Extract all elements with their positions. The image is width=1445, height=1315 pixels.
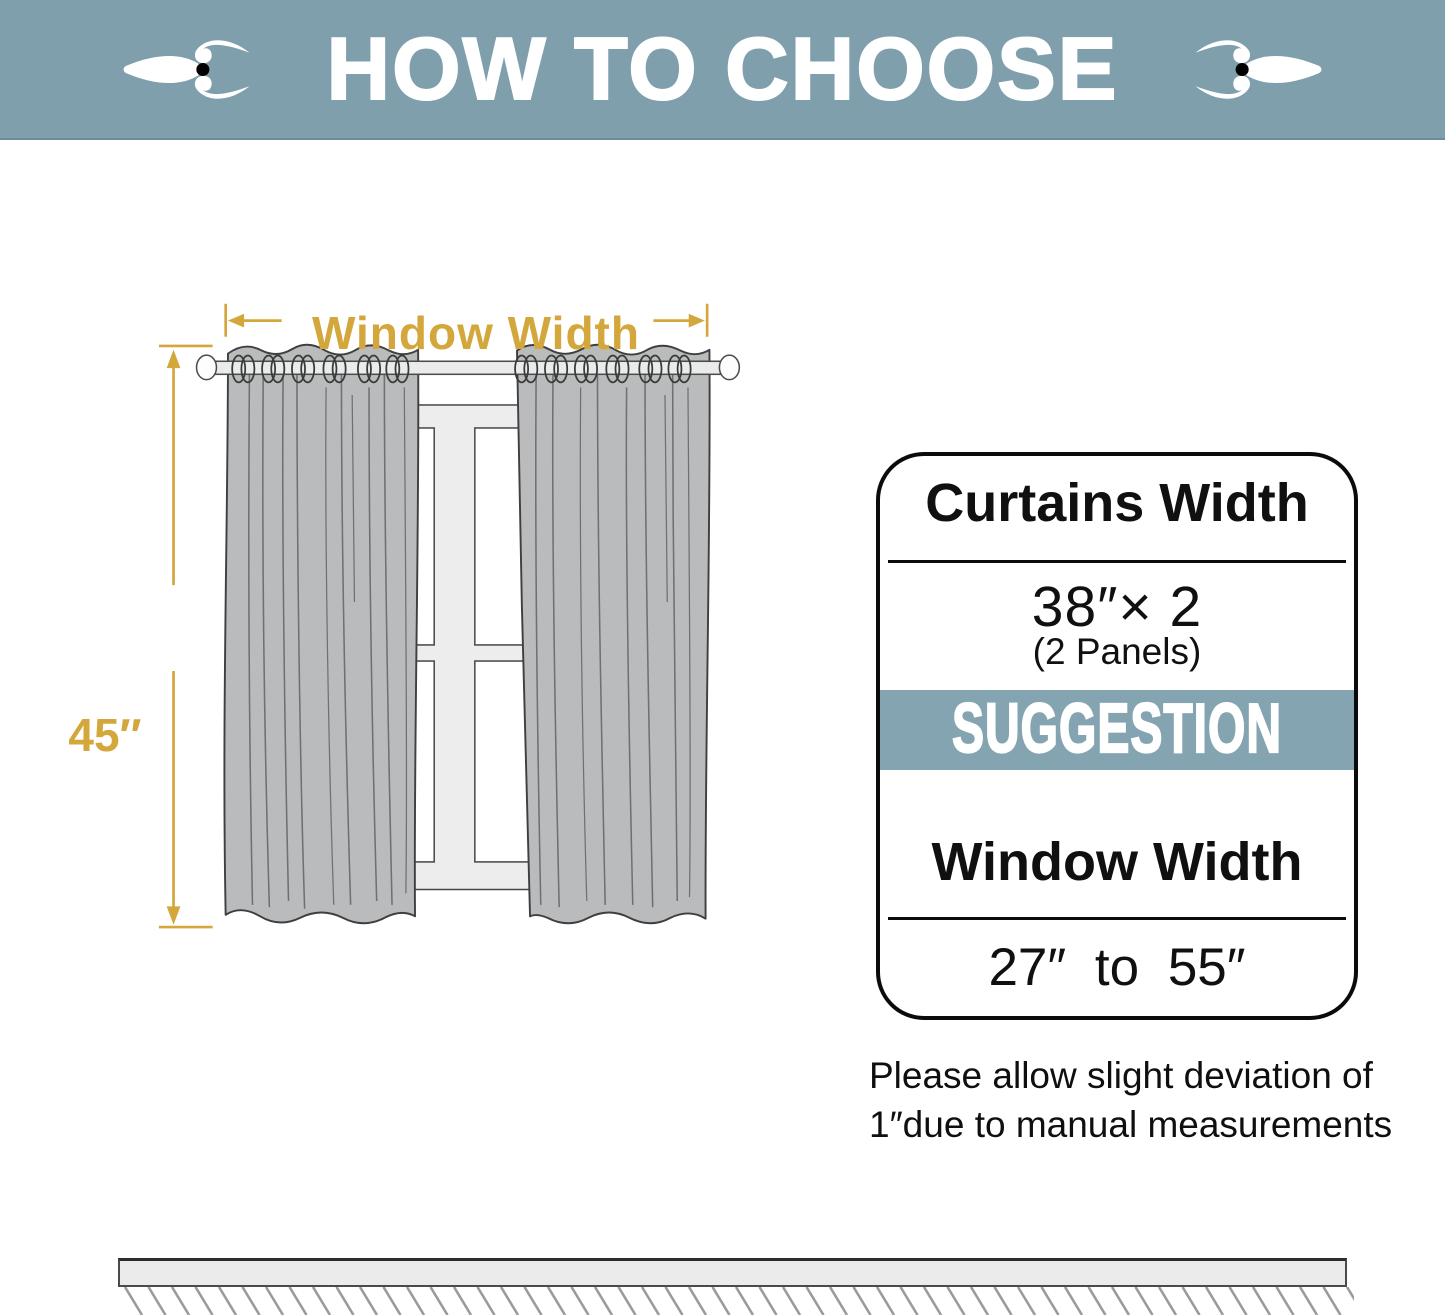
divider <box>888 917 1346 920</box>
window-width-dimension-label: Window Width <box>312 307 640 359</box>
page-title: HOW TO CHOOSE <box>326 19 1119 118</box>
floor-bar <box>118 1258 1347 1287</box>
rod-finial-right <box>719 355 739 380</box>
note-line-2: 1″due to manual measurements <box>869 1104 1393 1145</box>
fleur-de-lis-icon <box>117 22 257 117</box>
size-suggestion-box <box>876 452 1358 1020</box>
fleur-de-lis-icon <box>1188 22 1328 117</box>
divider <box>888 560 1346 563</box>
note-line-1: Please allow slight deviation of <box>869 1055 1373 1096</box>
suggestion-band <box>880 690 1354 770</box>
curtains-width-title: Curtains Width <box>925 473 1309 533</box>
curtain-panel-right <box>517 345 710 923</box>
curtain-panel-left <box>224 345 418 923</box>
curtain-length-dimension-label: 45″ <box>68 709 142 761</box>
header-banner <box>0 0 1445 140</box>
curtains-width-value: 38″× 2 <box>1031 575 1203 639</box>
suggestion-label: SUGGESTION <box>951 690 1283 768</box>
window-width-title: Window Width <box>931 832 1303 892</box>
measurement-deviation-note <box>869 1051 1409 1149</box>
window-width-value: 27″ to 55″ <box>988 938 1246 997</box>
rod-finial-left <box>197 355 217 380</box>
floor-hatch-lines <box>122 1287 1354 1315</box>
panels-count-note: (2 Panels) <box>1032 631 1202 672</box>
curtain-length-dimension <box>159 346 213 927</box>
